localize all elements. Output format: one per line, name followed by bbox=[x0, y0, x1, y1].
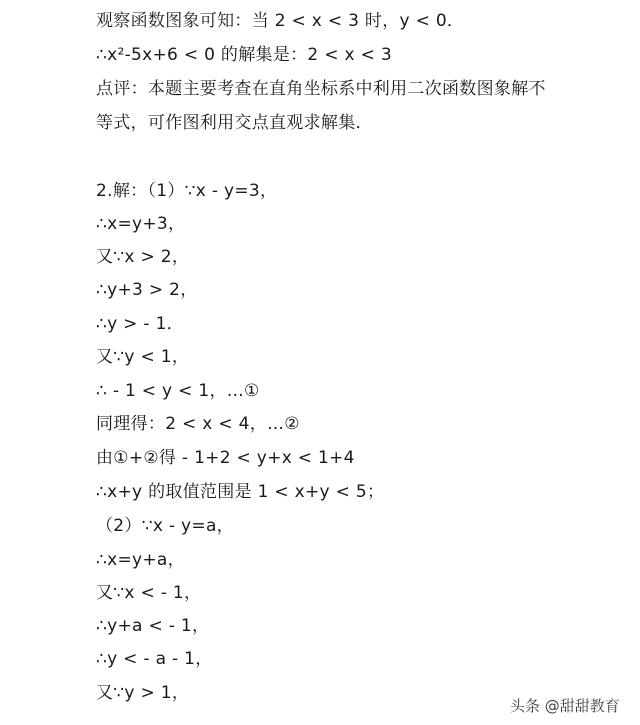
text-line-17: 又∵x < - 1， bbox=[96, 583, 202, 603]
text-line-18: ∴y+a < - 1， bbox=[96, 616, 210, 636]
text-line-20: 又∵y > 1， bbox=[96, 683, 190, 703]
text-line-9: ∴y > - 1． bbox=[96, 314, 184, 334]
text-line-1: 观察函数图象可知：当 2 < x < 3 时，y < 0． bbox=[96, 11, 465, 31]
text-line-14: ∴x+y 的取值范围是 1 < x+y < 5； bbox=[96, 482, 385, 502]
text-line-19: ∴y < - a - 1， bbox=[96, 649, 213, 669]
text-line-5: 2.解：（1）∵x - y=3， bbox=[96, 181, 278, 201]
text-line-3: 点评：本题主要考查在直角坐标系中利用二次函数图象解不 bbox=[96, 79, 546, 99]
text-line-12: 同理得：2 < x < 4，…② bbox=[96, 414, 300, 434]
text-line-11: ∴ - 1 < y < 1，…① bbox=[96, 381, 260, 401]
text-line-13: 由①+②得 - 1+2 < y+x < 1+4 bbox=[96, 448, 355, 468]
text-line-7: 又∵x > 2， bbox=[96, 247, 190, 267]
text-line-15: （2）∵x - y=a， bbox=[96, 516, 234, 536]
text-line-8: ∴y+3 > 2， bbox=[96, 280, 198, 300]
watermark-text: 头条 @甜甜教育 bbox=[510, 697, 620, 715]
text-line-10: 又∵y < 1， bbox=[96, 347, 190, 367]
text-line-6: ∴x=y+3， bbox=[96, 214, 186, 234]
text-line-4: 等式，可作图利用交点直观求解集． bbox=[96, 113, 373, 133]
text-line-16: ∴x=y+a， bbox=[96, 550, 185, 570]
text-line-2: ∴x²-5x+6 < 0 的解集是：2 < x < 3 bbox=[96, 45, 392, 65]
